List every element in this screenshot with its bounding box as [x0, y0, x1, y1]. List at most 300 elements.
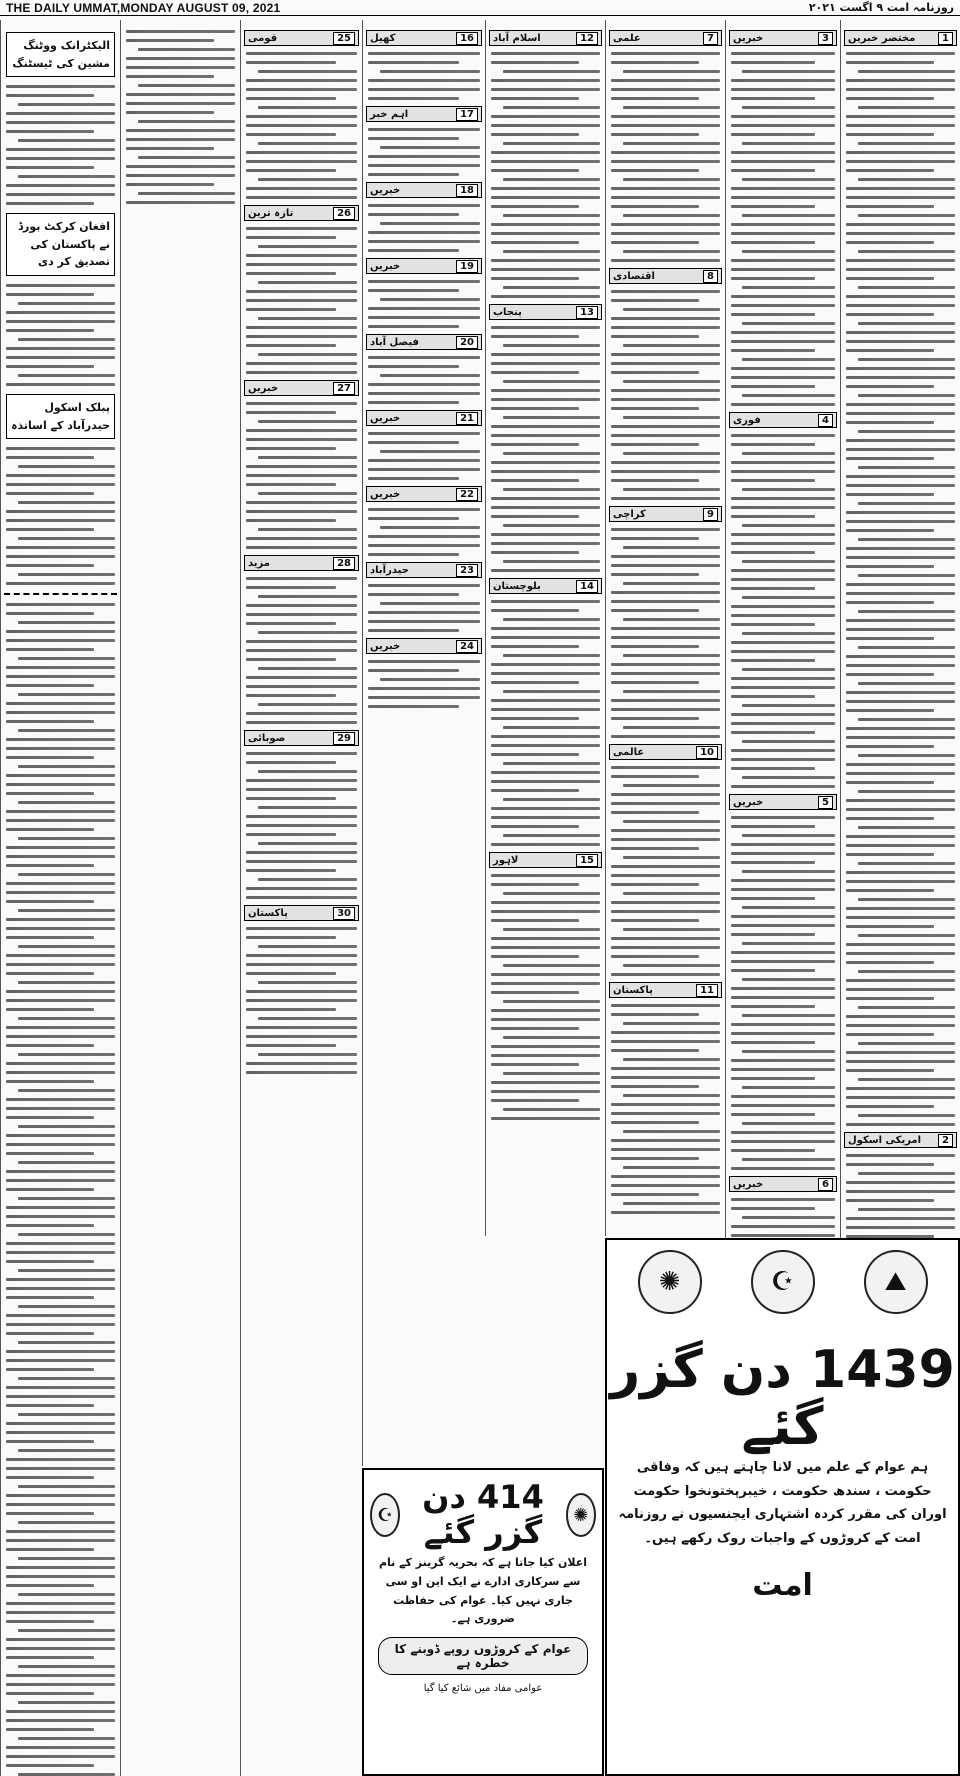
text-line: [18, 1737, 115, 1740]
text-line: [18, 1377, 115, 1380]
text-line: [368, 459, 480, 462]
text-line: [611, 1067, 720, 1070]
text-line: [6, 855, 115, 858]
text-line: [503, 380, 600, 383]
text-line: [731, 677, 835, 680]
text-line: [246, 483, 336, 486]
text-line: [611, 883, 699, 886]
text-line: [846, 808, 955, 811]
text-line: [623, 856, 720, 859]
ad-note: عوامی مفاد میں شائع کیا گیا: [423, 1683, 543, 1695]
text-line: [731, 1234, 835, 1237]
text-line: [858, 70, 955, 73]
text-line: [246, 622, 336, 625]
text-line: [846, 1226, 955, 1229]
text-line: [846, 268, 955, 271]
text-line: [731, 506, 835, 509]
news-item-label: اقتصادی: [613, 270, 655, 282]
text-line: [18, 1665, 115, 1668]
text-line: [731, 268, 835, 271]
text-line: [491, 169, 579, 172]
text-line: [6, 612, 94, 615]
text-line: [623, 214, 720, 217]
news-item-number: 9: [703, 508, 718, 521]
text-line: [846, 241, 934, 244]
column-4: [485, 20, 605, 1236]
text-line: [6, 329, 94, 332]
text-line: [846, 565, 934, 568]
text-line: [246, 1062, 357, 1065]
text-line: [6, 1251, 115, 1254]
text-line: [491, 88, 600, 91]
text-line: [6, 1287, 115, 1290]
ad-title: 414 دن گزر گئے: [422, 1478, 544, 1552]
text-line: [846, 979, 955, 982]
text-line: [611, 290, 720, 293]
text-line: [18, 537, 115, 540]
text-line: [503, 524, 600, 527]
text-line: [6, 1242, 115, 1245]
text-line: [6, 891, 115, 894]
text-line: [126, 165, 235, 168]
text-line: [491, 1018, 600, 1021]
text-line: [846, 79, 955, 82]
text-line: [368, 517, 459, 520]
text-line: [846, 349, 934, 352]
text-line: [846, 943, 955, 946]
text-line: [846, 169, 934, 172]
text-line: [846, 421, 934, 424]
text-line: [611, 371, 699, 374]
text-line: [6, 963, 115, 966]
text-line: [846, 151, 955, 154]
text-line: [611, 389, 720, 392]
text-line: [503, 762, 600, 765]
text-line: [846, 628, 955, 631]
text-line: [6, 1503, 115, 1506]
text-line: [126, 111, 214, 114]
text-line: [6, 828, 94, 831]
text-line: [246, 115, 357, 118]
text-line: [380, 146, 480, 149]
text-line: [846, 700, 955, 703]
text-line: [368, 249, 459, 252]
text-line: [18, 1629, 115, 1632]
text-line: [858, 430, 955, 433]
news-item-number: 14: [576, 580, 598, 593]
text-line: [246, 308, 336, 311]
text-line: [503, 690, 600, 693]
text-line: [846, 1163, 934, 1166]
news-item-label: خبریں: [248, 382, 279, 394]
text-line: [6, 990, 115, 993]
text-line: [846, 493, 934, 496]
text-line: [368, 441, 459, 444]
text-line: [611, 434, 720, 437]
text-line: [611, 1121, 699, 1124]
news-item-number: 16: [456, 32, 478, 45]
text-line: [846, 520, 955, 523]
text-line: [611, 681, 699, 684]
text-line: [6, 738, 115, 741]
text-line: [731, 403, 835, 406]
text-line: [368, 669, 459, 672]
text-line: [491, 843, 600, 846]
text-line: [380, 602, 480, 605]
text-line: [611, 973, 720, 976]
news-item-header: [244, 905, 359, 921]
news-item-label: خبریں: [733, 1178, 764, 1190]
text-line: [6, 1035, 115, 1038]
text-line: [731, 515, 815, 518]
text-line: [503, 1036, 600, 1039]
text-line: [6, 1332, 94, 1335]
text-line: [846, 583, 955, 586]
text-line: [731, 614, 835, 617]
text-line: [6, 1314, 115, 1317]
text-line: [731, 722, 835, 725]
text-line: [18, 501, 115, 504]
text-line: [623, 690, 720, 693]
text-line: [731, 340, 835, 343]
text-line: [731, 1149, 815, 1152]
news-item-header: [609, 506, 722, 522]
text-line: [6, 112, 115, 115]
text-line: [6, 783, 115, 786]
news-item-label: مختصر خبریں: [848, 32, 916, 44]
text-line: [731, 1207, 815, 1210]
text-line: [611, 1103, 720, 1106]
text-line: [731, 52, 835, 55]
text-line: [126, 102, 235, 105]
text-line: [731, 461, 835, 464]
text-line: [611, 937, 720, 940]
text-line: [731, 897, 815, 900]
news-item-label: اسلام آباد: [493, 32, 541, 44]
text-line: [6, 1134, 115, 1137]
news-item-label: خبریں: [733, 32, 764, 44]
news-item-number: 24: [456, 640, 478, 653]
text-line: [491, 353, 600, 356]
text-line: [623, 308, 720, 311]
text-line: [491, 277, 579, 280]
text-line: [491, 681, 579, 684]
text-line: [6, 1152, 94, 1155]
text-line: [246, 963, 357, 966]
news-item-header: [366, 410, 482, 426]
text-line: [6, 702, 115, 705]
text-line: [491, 196, 600, 199]
text-line: [731, 331, 835, 334]
text-line: [611, 919, 699, 922]
news-item-header: [489, 852, 602, 868]
news-item-number: 10: [696, 746, 718, 759]
text-line: [611, 528, 720, 531]
text-line: [126, 57, 235, 60]
text-line: [6, 810, 115, 813]
text-line: [246, 546, 357, 549]
news-item-number: 15: [576, 854, 598, 867]
text-line: [246, 79, 357, 82]
text-line: [846, 529, 934, 532]
text-line: [503, 178, 600, 181]
text-line: [731, 223, 835, 226]
text-line: [6, 1575, 115, 1578]
text-line: [731, 749, 835, 752]
text-line: [846, 484, 955, 487]
text-line: [846, 871, 955, 874]
text-line: [126, 183, 214, 186]
text-line: [246, 236, 336, 239]
text-line: [858, 970, 955, 973]
text-line: [246, 411, 336, 414]
text-line: [491, 151, 600, 154]
text-line: [611, 133, 699, 136]
text-line: [18, 1485, 115, 1488]
news-item-label: علمی: [613, 32, 641, 44]
text-line: [258, 945, 357, 948]
text-line: [611, 1139, 720, 1142]
text-line: [246, 510, 357, 513]
text-line: [258, 106, 357, 109]
text-line: [742, 704, 835, 707]
text-line: [246, 999, 357, 1002]
text-line: [611, 1211, 720, 1214]
text-line: [731, 133, 815, 136]
masthead-english-title: THE DAILY UMMAT,MONDAY AUGUST 09, 2021: [6, 0, 281, 15]
text-line: [503, 654, 600, 657]
text-line: [742, 322, 835, 325]
text-line: [846, 223, 955, 226]
text-line: [6, 456, 94, 459]
news-item-label: عالمی: [613, 746, 645, 758]
text-line: [491, 434, 600, 437]
text-line: [491, 753, 579, 756]
text-line: [491, 1117, 600, 1120]
text-line: [18, 621, 115, 624]
text-line: [246, 290, 357, 293]
news-item-number: 8: [703, 270, 718, 283]
text-line: [368, 79, 480, 82]
text-line: [126, 201, 235, 204]
text-line: [6, 846, 115, 849]
text-line: [491, 97, 579, 100]
text-line: [491, 1090, 600, 1093]
text-line: [731, 1077, 815, 1080]
text-line: [246, 833, 336, 836]
text-line: [623, 784, 720, 787]
text-line: [858, 898, 955, 901]
text-line: [6, 184, 115, 187]
text-line: [258, 420, 357, 423]
text-line: [6, 1404, 94, 1407]
text-line: [623, 488, 720, 491]
text-line: [246, 815, 357, 818]
text-line: [731, 969, 815, 972]
text-line: [246, 640, 357, 643]
text-line: [18, 1557, 115, 1560]
text-line: [491, 533, 600, 536]
text-line: [503, 142, 600, 145]
text-line: [731, 115, 835, 118]
text-line: [846, 745, 934, 748]
text-line: [368, 88, 480, 91]
text-line: [6, 711, 115, 714]
text-line: [611, 1004, 720, 1007]
news-item-header: [729, 794, 837, 810]
text-line: [503, 798, 600, 801]
text-line: [623, 344, 720, 347]
text-line: [742, 1014, 835, 1017]
text-line: [6, 202, 94, 205]
text-line: [368, 584, 480, 587]
text-line: [611, 88, 720, 91]
text-line: [731, 97, 815, 100]
text-line: [858, 1006, 955, 1009]
text-line: [846, 1217, 955, 1220]
text-line: [6, 1224, 94, 1227]
text-line: [491, 645, 579, 648]
text-line: [846, 556, 955, 559]
text-line: [611, 847, 699, 850]
text-line: [846, 619, 955, 622]
text-line: [368, 155, 480, 158]
text-line: [623, 1202, 720, 1205]
text-line: [846, 655, 955, 658]
news-item-label: بلوچستان: [493, 580, 541, 592]
text-line: [491, 497, 600, 500]
text-line: [742, 632, 835, 635]
text-line: [246, 896, 357, 899]
ad-title: 1439 دن گزر گئے: [610, 1340, 955, 1458]
text-line: [368, 696, 480, 699]
text-line: [731, 241, 815, 244]
text-line: [6, 1116, 94, 1119]
text-line: [846, 547, 955, 550]
text-line: [731, 1005, 815, 1008]
text-line: [368, 544, 480, 547]
text-line: [246, 990, 357, 993]
text-line: [138, 192, 235, 195]
text-line: [491, 991, 579, 994]
text-line: [380, 298, 480, 301]
text-line: [368, 383, 480, 386]
text-line: [846, 916, 955, 919]
text-line: [6, 320, 115, 323]
text-line: [611, 241, 699, 244]
text-line: [6, 1683, 115, 1686]
news-item-label: خبریں: [370, 412, 401, 424]
text-line: [246, 824, 357, 827]
text-line: [611, 1085, 699, 1088]
text-line: [611, 766, 720, 769]
text-line: [368, 173, 459, 176]
news-item-label: قومی: [248, 32, 278, 44]
text-line: [611, 600, 720, 603]
news-item-header: [366, 106, 482, 122]
text-line: [6, 1692, 94, 1695]
text-line: [18, 909, 115, 912]
text-line: [742, 1122, 835, 1125]
text-line: [731, 861, 815, 864]
text-line: [503, 1072, 600, 1075]
text-line: [491, 1045, 600, 1048]
text-line: [491, 569, 600, 572]
text-line: [246, 97, 336, 100]
text-line: [491, 1081, 600, 1084]
masthead-urdu-title: روزنامہ امت ۹ اگست ۲۰۲۱: [808, 1, 954, 14]
text-line: [18, 573, 115, 576]
text-line: [6, 1476, 94, 1479]
text-line: [491, 223, 600, 226]
text-line: [138, 156, 235, 159]
text-line: [368, 705, 459, 708]
text-line: [731, 1041, 815, 1044]
text-line: [611, 326, 720, 329]
text-line: [380, 70, 480, 73]
text-line: [611, 802, 720, 805]
text-line: [491, 389, 600, 392]
news-item-number: 3: [818, 32, 833, 45]
text-line: [246, 61, 336, 64]
text-line: [368, 325, 459, 328]
text-line: [611, 708, 720, 711]
text-line: [846, 133, 934, 136]
text-line: [731, 542, 835, 545]
text-line: [258, 70, 357, 73]
text-line: [246, 429, 357, 432]
text-line: [846, 295, 955, 298]
text-line: [731, 196, 835, 199]
text-line: [611, 591, 720, 594]
advertisement-414-days: [362, 1468, 604, 1776]
text-line: [491, 124, 600, 127]
news-item-header: [366, 30, 482, 46]
text-line: [858, 862, 955, 865]
text-line: [6, 356, 115, 359]
text-line: [742, 1158, 835, 1161]
text-line: [846, 160, 955, 163]
text-line: [846, 97, 934, 100]
text-line: [258, 631, 357, 634]
column-5: [362, 20, 485, 1466]
text-line: [6, 882, 115, 885]
text-line: [126, 147, 214, 150]
news-item-header: [609, 744, 722, 760]
text-line: [742, 178, 835, 181]
text-line: [491, 955, 579, 958]
text-line: [246, 519, 336, 522]
text-line: [6, 1359, 115, 1362]
news-item-header: [489, 30, 602, 46]
text-line: [846, 1033, 934, 1036]
text-line: [6, 1494, 115, 1497]
text-line: [491, 115, 600, 118]
text-line: [368, 61, 459, 64]
text-line: [858, 214, 955, 217]
text-line: [258, 981, 357, 984]
text-line: [611, 573, 699, 576]
text-line: [258, 806, 357, 809]
text-line: [6, 1539, 115, 1542]
text-line: [503, 560, 600, 563]
text-line: [258, 178, 357, 181]
text-line: [611, 793, 720, 796]
text-line: [731, 479, 815, 482]
text-line: [846, 511, 955, 514]
text-line: [731, 169, 815, 172]
text-line: [503, 286, 600, 289]
